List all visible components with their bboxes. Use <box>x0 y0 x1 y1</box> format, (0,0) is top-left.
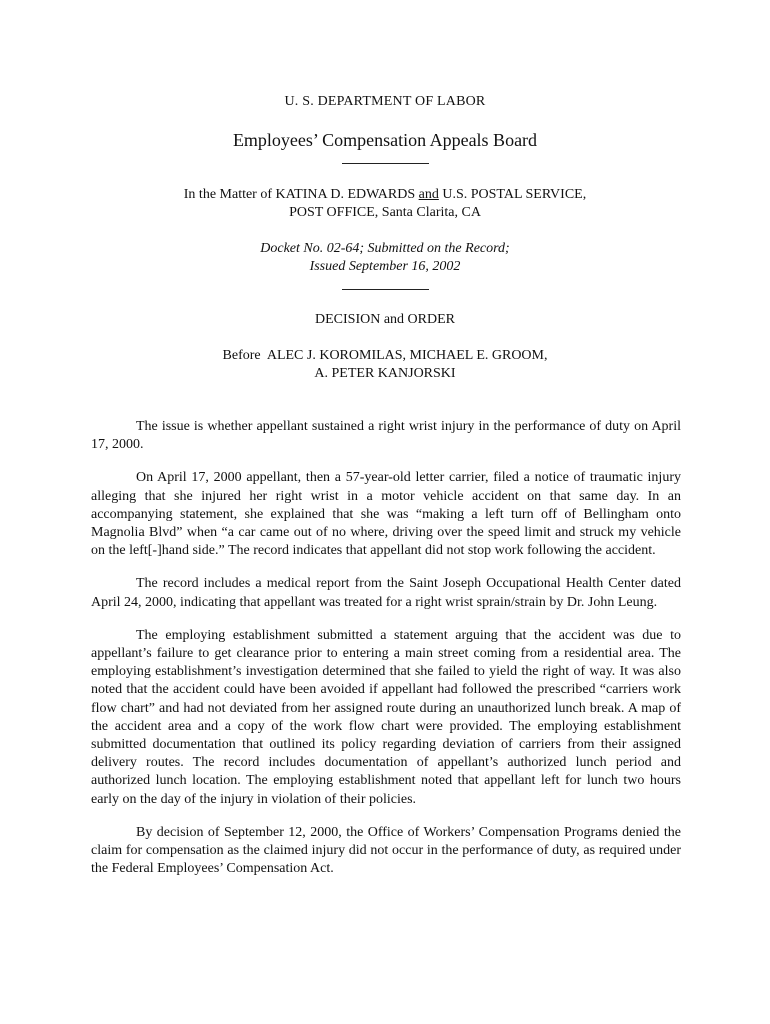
decision-title: DECISION and ORDER <box>315 312 455 327</box>
case-matter <box>0 186 770 222</box>
before-line2: A. PETER KANJORSKI <box>314 366 456 381</box>
panel-members <box>0 347 770 383</box>
separator-rule <box>342 289 429 290</box>
body-paragraph: The record includes a medical report from the Saint Joseph Occupational Health Center dated April 24, 2000, indicating that appellant was treated for a right wrist sprain/strain by Dr. John Leung. <box>91 576 681 610</box>
matter-prefix: In the Matter of KATINA D. EDWARDS <box>183 187 419 202</box>
separator-rule <box>342 163 429 164</box>
body-paragraph: By decision of September 12, 2000, the Office of Workers’ Compensation Programs denied the claim for compensation as the claimed injury did not occur in the performance of duty, as required under the Federal Employees’ Compensation Act. <box>91 824 681 877</box>
matter-line2: POST OFFICE, Santa Clarita, CA <box>289 205 481 220</box>
body-paragraph: On April 17, 2000 appellant, then a 57-year-old letter carrier, filed a notice of traumatic injury alleging that she injured her right wrist in a motor vehicle accident on that same day. In an accompanying statement, she explained that she was “making a left turn off of Bellingham onto Magnolia Blvd” when “a car came out of no where, driving over the speed limit and struck my vehicle on the left[-]hand side.” The record indicates that appellant did not stop work following the accident. <box>91 470 681 559</box>
before-line1: Before ALEC J. KOROMILAS, MICHAEL E. GROOM, <box>222 348 548 363</box>
document-body <box>91 418 681 893</box>
matter-and: and <box>418 187 439 202</box>
board-title: Employees’ Compensation Appeals Board <box>232 130 538 150</box>
body-paragraph: The employing establishment submitted a statement arguing that the accident was due to appellant’s failure to get clearance prior to entering a main street coming from a residential area. The employing establishment’s investigation determined that she failed to yield the right of way. It was also noted that the accident could have been avoided if appellant had followed the prescribed “carriers work flow chart” and had not deviated from her assigned route during an unauthorized lunch break. A map of the accident area and a copy of the work flow chart were provided. The employing establishment submitted documentation that outlined its policy regarding deviation of carriers from their assigned delivery routes. The record includes documentation of appellant’s authorized lunch period and authorized lunch location. The employing establishment noted that appellant left for lunch two hours early on the day of the injury in violation of their policies. <box>91 627 681 807</box>
docket-line2: Issued September 16, 2002 <box>309 259 461 274</box>
docket-info <box>0 240 770 276</box>
matter-suffix: U.S. POSTAL SERVICE, <box>438 187 587 202</box>
body-paragraph: The issue is whether appellant sustained a right wrist injury in the performance of duty on April 17, 2000. <box>91 419 681 453</box>
department-heading: U. S. DEPARTMENT OF LABOR <box>284 94 486 109</box>
docket-line1: Docket No. 02-64; Submitted on the Record; <box>260 241 510 256</box>
